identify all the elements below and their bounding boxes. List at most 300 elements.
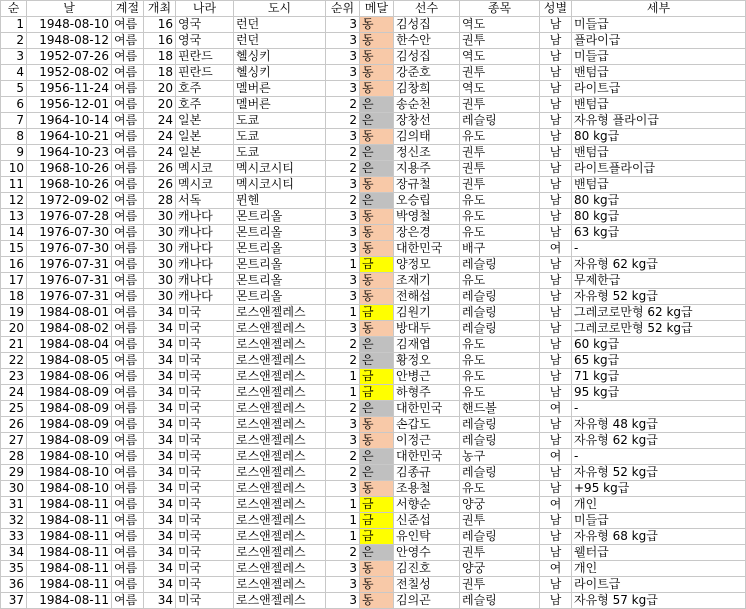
cell-index[interactable]: 34: [1, 545, 27, 561]
cell-city[interactable]: 로스앤젤레스: [234, 465, 326, 481]
col-header-country[interactable]: 나라: [176, 1, 234, 17]
cell-sport[interactable]: 유도: [460, 225, 540, 241]
cell-rank[interactable]: 2: [326, 113, 360, 129]
cell-sport[interactable]: 핸드볼: [460, 401, 540, 417]
cell-gender[interactable]: 여: [540, 561, 572, 577]
cell-date[interactable]: 1972-09-02: [27, 193, 112, 209]
cell-edition[interactable]: 34: [144, 513, 176, 529]
cell-athlete[interactable]: 김원기: [394, 305, 460, 321]
cell-athlete[interactable]: 대한민국: [394, 401, 460, 417]
cell-medal[interactable]: 동: [360, 49, 394, 65]
cell-season[interactable]: 여름: [112, 241, 144, 257]
cell-date[interactable]: 1984-08-06: [27, 369, 112, 385]
cell-rank[interactable]: 3: [326, 33, 360, 49]
cell-country[interactable]: 호주: [176, 97, 234, 113]
cell-country[interactable]: 일본: [176, 129, 234, 145]
cell-city[interactable]: 로스앤젤레스: [234, 433, 326, 449]
cell-country[interactable]: 미국: [176, 593, 234, 609]
cell-index[interactable]: 33: [1, 529, 27, 545]
cell-athlete[interactable]: 방대두: [394, 321, 460, 337]
cell-season[interactable]: 여름: [112, 465, 144, 481]
cell-index[interactable]: 16: [1, 257, 27, 273]
cell-rank[interactable]: 3: [326, 561, 360, 577]
cell-athlete[interactable]: 안영수: [394, 545, 460, 561]
cell-date[interactable]: 1956-11-24: [27, 81, 112, 97]
cell-country[interactable]: 미국: [176, 385, 234, 401]
cell-date[interactable]: 1964-10-21: [27, 129, 112, 145]
cell-detail[interactable]: 그레코로만형 52 kg급: [572, 321, 746, 337]
cell-season[interactable]: 여름: [112, 225, 144, 241]
cell-athlete[interactable]: 강준호: [394, 65, 460, 81]
cell-index[interactable]: 22: [1, 353, 27, 369]
cell-country[interactable]: 미국: [176, 401, 234, 417]
cell-edition[interactable]: 16: [144, 17, 176, 33]
cell-country[interactable]: 영국: [176, 33, 234, 49]
cell-athlete[interactable]: 김종규: [394, 465, 460, 481]
cell-edition[interactable]: 34: [144, 529, 176, 545]
cell-gender[interactable]: 남: [540, 273, 572, 289]
cell-detail[interactable]: 자유형 48 kg급: [572, 417, 746, 433]
cell-date[interactable]: 1984-08-09: [27, 433, 112, 449]
cell-rank[interactable]: 1: [326, 497, 360, 513]
cell-country[interactable]: 캐나다: [176, 209, 234, 225]
cell-gender[interactable]: 남: [540, 225, 572, 241]
cell-edition[interactable]: 34: [144, 337, 176, 353]
cell-gender[interactable]: 남: [540, 417, 572, 433]
cell-medal[interactable]: 동: [360, 33, 394, 49]
cell-city[interactable]: 멕시코시티: [234, 161, 326, 177]
cell-index[interactable]: 31: [1, 497, 27, 513]
cell-athlete[interactable]: 손갑도: [394, 417, 460, 433]
cell-country[interactable]: 미국: [176, 465, 234, 481]
cell-edition[interactable]: 34: [144, 401, 176, 417]
cell-gender[interactable]: 남: [540, 49, 572, 65]
cell-detail[interactable]: 무제한급: [572, 273, 746, 289]
cell-season[interactable]: 여름: [112, 209, 144, 225]
cell-athlete[interactable]: 김성집: [394, 49, 460, 65]
cell-detail[interactable]: 71 kg급: [572, 369, 746, 385]
cell-date[interactable]: 1976-07-31: [27, 257, 112, 273]
cell-index[interactable]: 4: [1, 65, 27, 81]
cell-detail[interactable]: 자유형 62 kg급: [572, 257, 746, 273]
cell-season[interactable]: 여름: [112, 305, 144, 321]
cell-medal[interactable]: 금: [360, 385, 394, 401]
col-header-detail[interactable]: 세부: [572, 1, 746, 17]
cell-medal[interactable]: 금: [360, 529, 394, 545]
cell-season[interactable]: 여름: [112, 17, 144, 33]
cell-rank[interactable]: 1: [326, 529, 360, 545]
cell-season[interactable]: 여름: [112, 513, 144, 529]
cell-date[interactable]: 1984-08-09: [27, 417, 112, 433]
cell-date[interactable]: 1984-08-10: [27, 481, 112, 497]
cell-detail[interactable]: +95 kg급: [572, 481, 746, 497]
cell-rank[interactable]: 2: [326, 145, 360, 161]
cell-medal[interactable]: 은: [360, 193, 394, 209]
cell-gender[interactable]: 남: [540, 513, 572, 529]
cell-season[interactable]: 여름: [112, 65, 144, 81]
cell-sport[interactable]: 역도: [460, 49, 540, 65]
cell-city[interactable]: 몬트리올: [234, 257, 326, 273]
cell-country[interactable]: 캐나다: [176, 289, 234, 305]
cell-sport[interactable]: 역도: [460, 81, 540, 97]
cell-country[interactable]: 캐나다: [176, 257, 234, 273]
cell-date[interactable]: 1984-08-11: [27, 513, 112, 529]
cell-city[interactable]: 로스앤젤레스: [234, 401, 326, 417]
cell-medal[interactable]: 은: [360, 545, 394, 561]
cell-gender[interactable]: 남: [540, 321, 572, 337]
cell-sport[interactable]: 유도: [460, 385, 540, 401]
cell-rank[interactable]: 1: [326, 513, 360, 529]
cell-detail[interactable]: -: [572, 401, 746, 417]
cell-athlete[interactable]: 조재기: [394, 273, 460, 289]
cell-index[interactable]: 5: [1, 81, 27, 97]
cell-detail[interactable]: 개인: [572, 561, 746, 577]
cell-sport[interactable]: 레슬링: [460, 593, 540, 609]
cell-date[interactable]: 1984-08-05: [27, 353, 112, 369]
cell-country[interactable]: 미국: [176, 497, 234, 513]
cell-medal[interactable]: 금: [360, 369, 394, 385]
cell-date[interactable]: 1968-10-26: [27, 161, 112, 177]
cell-date[interactable]: 1984-08-04: [27, 337, 112, 353]
cell-date[interactable]: 1984-08-11: [27, 497, 112, 513]
cell-edition[interactable]: 18: [144, 65, 176, 81]
cell-medal[interactable]: 동: [360, 273, 394, 289]
cell-season[interactable]: 여름: [112, 449, 144, 465]
cell-athlete[interactable]: 정신조: [394, 145, 460, 161]
cell-season[interactable]: 여름: [112, 81, 144, 97]
cell-city[interactable]: 도쿄: [234, 129, 326, 145]
cell-sport[interactable]: 권투: [460, 33, 540, 49]
cell-detail[interactable]: 그레코로만형 62 kg급: [572, 305, 746, 321]
cell-edition[interactable]: 34: [144, 481, 176, 497]
cell-country[interactable]: 핀란드: [176, 65, 234, 81]
cell-index[interactable]: 1: [1, 17, 27, 33]
cell-gender[interactable]: 남: [540, 193, 572, 209]
cell-country[interactable]: 미국: [176, 337, 234, 353]
cell-country[interactable]: 미국: [176, 321, 234, 337]
cell-detail[interactable]: 웰터급: [572, 545, 746, 561]
cell-sport[interactable]: 레슬링: [460, 113, 540, 129]
cell-city[interactable]: 멕시코시티: [234, 177, 326, 193]
cell-index[interactable]: 11: [1, 177, 27, 193]
cell-gender[interactable]: 여: [540, 241, 572, 257]
cell-sport[interactable]: 유도: [460, 481, 540, 497]
cell-medal[interactable]: 동: [360, 81, 394, 97]
cell-country[interactable]: 미국: [176, 513, 234, 529]
cell-city[interactable]: 로스앤젤레스: [234, 593, 326, 609]
cell-index[interactable]: 24: [1, 385, 27, 401]
cell-index[interactable]: 6: [1, 97, 27, 113]
cell-rank[interactable]: 2: [326, 161, 360, 177]
cell-country[interactable]: 미국: [176, 433, 234, 449]
cell-city[interactable]: 로스앤젤레스: [234, 529, 326, 545]
cell-gender[interactable]: 남: [540, 145, 572, 161]
cell-athlete[interactable]: 조용철: [394, 481, 460, 497]
cell-medal[interactable]: 동: [360, 561, 394, 577]
cell-edition[interactable]: 16: [144, 33, 176, 49]
cell-city[interactable]: 로스앤젤레스: [234, 577, 326, 593]
cell-gender[interactable]: 남: [540, 81, 572, 97]
cell-season[interactable]: 여름: [112, 161, 144, 177]
cell-rank[interactable]: 3: [326, 417, 360, 433]
cell-gender[interactable]: 여: [540, 449, 572, 465]
cell-athlete[interactable]: 신준섭: [394, 513, 460, 529]
cell-season[interactable]: 여름: [112, 401, 144, 417]
cell-detail[interactable]: 밴텀급: [572, 97, 746, 113]
cell-country[interactable]: 미국: [176, 481, 234, 497]
cell-medal[interactable]: 동: [360, 577, 394, 593]
cell-gender[interactable]: 남: [540, 369, 572, 385]
cell-athlete[interactable]: 장창선: [394, 113, 460, 129]
cell-edition[interactable]: 30: [144, 241, 176, 257]
cell-detail[interactable]: 라이트플라이급: [572, 161, 746, 177]
cell-index[interactable]: 2: [1, 33, 27, 49]
cell-edition[interactable]: 26: [144, 177, 176, 193]
cell-city[interactable]: 뮌헨: [234, 193, 326, 209]
cell-index[interactable]: 25: [1, 401, 27, 417]
cell-gender[interactable]: 남: [540, 593, 572, 609]
cell-index[interactable]: 30: [1, 481, 27, 497]
cell-sport[interactable]: 배구: [460, 241, 540, 257]
cell-season[interactable]: 여름: [112, 353, 144, 369]
cell-sport[interactable]: 유도: [460, 193, 540, 209]
cell-index[interactable]: 36: [1, 577, 27, 593]
cell-country[interactable]: 멕시코: [176, 177, 234, 193]
cell-sport[interactable]: 양궁: [460, 561, 540, 577]
cell-index[interactable]: 3: [1, 49, 27, 65]
cell-city[interactable]: 런던: [234, 33, 326, 49]
cell-gender[interactable]: 남: [540, 129, 572, 145]
cell-sport[interactable]: 레슬링: [460, 529, 540, 545]
cell-index[interactable]: 12: [1, 193, 27, 209]
cell-athlete[interactable]: 안병근: [394, 369, 460, 385]
cell-gender[interactable]: 남: [540, 481, 572, 497]
cell-city[interactable]: 몬트리올: [234, 225, 326, 241]
cell-edition[interactable]: 30: [144, 289, 176, 305]
cell-detail[interactable]: 95 kg급: [572, 385, 746, 401]
cell-sport[interactable]: 레슬링: [460, 257, 540, 273]
cell-country[interactable]: 캐나다: [176, 241, 234, 257]
col-header-edition[interactable]: 개최: [144, 1, 176, 17]
cell-city[interactable]: 로스앤젤레스: [234, 321, 326, 337]
cell-index[interactable]: 20: [1, 321, 27, 337]
cell-edition[interactable]: 34: [144, 433, 176, 449]
cell-date[interactable]: 1964-10-23: [27, 145, 112, 161]
cell-index[interactable]: 37: [1, 593, 27, 609]
cell-country[interactable]: 미국: [176, 545, 234, 561]
cell-detail[interactable]: 자유형 플라이급: [572, 113, 746, 129]
cell-medal[interactable]: 은: [360, 161, 394, 177]
cell-medal[interactable]: 은: [360, 401, 394, 417]
cell-edition[interactable]: 34: [144, 465, 176, 481]
cell-gender[interactable]: 남: [540, 209, 572, 225]
cell-date[interactable]: 1984-08-11: [27, 545, 112, 561]
cell-country[interactable]: 캐나다: [176, 273, 234, 289]
cell-country[interactable]: 멕시코: [176, 161, 234, 177]
cell-sport[interactable]: 유도: [460, 273, 540, 289]
cell-city[interactable]: 로스앤젤레스: [234, 305, 326, 321]
cell-date[interactable]: 1984-08-02: [27, 321, 112, 337]
cell-season[interactable]: 여름: [112, 369, 144, 385]
cell-detail[interactable]: 자유형 57 kg급: [572, 593, 746, 609]
cell-sport[interactable]: 레슬링: [460, 433, 540, 449]
cell-detail[interactable]: 63 kg급: [572, 225, 746, 241]
cell-country[interactable]: 미국: [176, 561, 234, 577]
cell-country[interactable]: 일본: [176, 145, 234, 161]
cell-season[interactable]: 여름: [112, 49, 144, 65]
cell-city[interactable]: 도쿄: [234, 145, 326, 161]
cell-rank[interactable]: 2: [326, 465, 360, 481]
cell-date[interactable]: 1964-10-14: [27, 113, 112, 129]
cell-gender[interactable]: 남: [540, 529, 572, 545]
cell-sport[interactable]: 권투: [460, 97, 540, 113]
cell-athlete[interactable]: 장규철: [394, 177, 460, 193]
cell-city[interactable]: 헬싱키: [234, 65, 326, 81]
cell-athlete[interactable]: 송순천: [394, 97, 460, 113]
cell-season[interactable]: 여름: [112, 337, 144, 353]
cell-sport[interactable]: 양궁: [460, 497, 540, 513]
cell-edition[interactable]: 34: [144, 305, 176, 321]
cell-season[interactable]: 여름: [112, 529, 144, 545]
cell-sport[interactable]: 유도: [460, 337, 540, 353]
cell-detail[interactable]: 80 kg급: [572, 209, 746, 225]
cell-index[interactable]: 17: [1, 273, 27, 289]
cell-edition[interactable]: 28: [144, 193, 176, 209]
cell-rank[interactable]: 3: [326, 129, 360, 145]
cell-country[interactable]: 미국: [176, 577, 234, 593]
cell-edition[interactable]: 20: [144, 97, 176, 113]
cell-gender[interactable]: 남: [540, 161, 572, 177]
cell-athlete[interactable]: 하형주: [394, 385, 460, 401]
cell-athlete[interactable]: 지용주: [394, 161, 460, 177]
cell-detail[interactable]: -: [572, 449, 746, 465]
cell-medal[interactable]: 은: [360, 113, 394, 129]
cell-rank[interactable]: 3: [326, 241, 360, 257]
cell-date[interactable]: 1976-07-31: [27, 273, 112, 289]
cell-detail[interactable]: 밴텀급: [572, 65, 746, 81]
cell-season[interactable]: 여름: [112, 97, 144, 113]
cell-sport[interactable]: 레슬링: [460, 465, 540, 481]
cell-medal[interactable]: 동: [360, 321, 394, 337]
cell-season[interactable]: 여름: [112, 257, 144, 273]
cell-athlete[interactable]: 오승립: [394, 193, 460, 209]
cell-gender[interactable]: 남: [540, 545, 572, 561]
cell-season[interactable]: 여름: [112, 433, 144, 449]
cell-rank[interactable]: 3: [326, 289, 360, 305]
cell-season[interactable]: 여름: [112, 497, 144, 513]
cell-rank[interactable]: 1: [326, 257, 360, 273]
cell-detail[interactable]: 60 kg급: [572, 337, 746, 353]
cell-sport[interactable]: 역도: [460, 17, 540, 33]
cell-country[interactable]: 핀란드: [176, 49, 234, 65]
cell-gender[interactable]: 남: [540, 305, 572, 321]
cell-detail[interactable]: 밴텀급: [572, 177, 746, 193]
cell-gender[interactable]: 남: [540, 289, 572, 305]
col-header-medal[interactable]: 메달: [360, 1, 394, 17]
cell-athlete[interactable]: 한수안: [394, 33, 460, 49]
cell-city[interactable]: 로스앤젤레스: [234, 417, 326, 433]
cell-edition[interactable]: 34: [144, 449, 176, 465]
cell-season[interactable]: 여름: [112, 113, 144, 129]
cell-city[interactable]: 로스앤젤레스: [234, 449, 326, 465]
cell-edition[interactable]: 34: [144, 497, 176, 513]
cell-medal[interactable]: 동: [360, 417, 394, 433]
cell-medal[interactable]: 금: [360, 257, 394, 273]
cell-sport[interactable]: 권투: [460, 545, 540, 561]
cell-sport[interactable]: 레슬링: [460, 321, 540, 337]
cell-season[interactable]: 여름: [112, 417, 144, 433]
cell-sport[interactable]: 유도: [460, 369, 540, 385]
cell-city[interactable]: 로스앤젤레스: [234, 545, 326, 561]
cell-gender[interactable]: 남: [540, 577, 572, 593]
cell-gender[interactable]: 남: [540, 17, 572, 33]
cell-athlete[interactable]: 장은경: [394, 225, 460, 241]
cell-date[interactable]: 1984-08-01: [27, 305, 112, 321]
cell-medal[interactable]: 동: [360, 209, 394, 225]
cell-medal[interactable]: 은: [360, 97, 394, 113]
cell-athlete[interactable]: 양정모: [394, 257, 460, 273]
cell-city[interactable]: 로스앤젤레스: [234, 513, 326, 529]
cell-country[interactable]: 호주: [176, 81, 234, 97]
cell-date[interactable]: 1984-08-11: [27, 561, 112, 577]
cell-season[interactable]: 여름: [112, 545, 144, 561]
cell-index[interactable]: 19: [1, 305, 27, 321]
cell-edition[interactable]: 18: [144, 49, 176, 65]
col-header-date[interactable]: 날: [27, 1, 112, 17]
cell-date[interactable]: 1984-08-10: [27, 449, 112, 465]
cell-detail[interactable]: 라이트급: [572, 81, 746, 97]
cell-city[interactable]: 로스앤젤레스: [234, 561, 326, 577]
cell-gender[interactable]: 남: [540, 385, 572, 401]
cell-medal[interactable]: 은: [360, 465, 394, 481]
cell-city[interactable]: 런던: [234, 17, 326, 33]
cell-index[interactable]: 10: [1, 161, 27, 177]
cell-sport[interactable]: 권투: [460, 513, 540, 529]
cell-index[interactable]: 23: [1, 369, 27, 385]
cell-sport[interactable]: 레슬링: [460, 289, 540, 305]
cell-gender[interactable]: 남: [540, 353, 572, 369]
cell-sport[interactable]: 유도: [460, 129, 540, 145]
cell-season[interactable]: 여름: [112, 561, 144, 577]
cell-rank[interactable]: 2: [326, 193, 360, 209]
cell-rank[interactable]: 3: [326, 177, 360, 193]
cell-edition[interactable]: 26: [144, 161, 176, 177]
cell-season[interactable]: 여름: [112, 577, 144, 593]
cell-city[interactable]: 도쿄: [234, 113, 326, 129]
cell-detail[interactable]: 개인: [572, 497, 746, 513]
cell-index[interactable]: 32: [1, 513, 27, 529]
cell-country[interactable]: 미국: [176, 417, 234, 433]
cell-index[interactable]: 26: [1, 417, 27, 433]
cell-medal[interactable]: 동: [360, 433, 394, 449]
cell-edition[interactable]: 24: [144, 113, 176, 129]
cell-edition[interactable]: 34: [144, 577, 176, 593]
cell-city[interactable]: 헬싱키: [234, 49, 326, 65]
col-header-city[interactable]: 도시: [234, 1, 326, 17]
cell-city[interactable]: 로스앤젤레스: [234, 369, 326, 385]
cell-sport[interactable]: 권투: [460, 145, 540, 161]
cell-rank[interactable]: 3: [326, 49, 360, 65]
cell-index[interactable]: 15: [1, 241, 27, 257]
cell-rank[interactable]: 3: [326, 273, 360, 289]
cell-medal[interactable]: 은: [360, 145, 394, 161]
cell-country[interactable]: 일본: [176, 113, 234, 129]
cell-rank[interactable]: 3: [326, 225, 360, 241]
cell-index[interactable]: 28: [1, 449, 27, 465]
cell-season[interactable]: 여름: [112, 273, 144, 289]
cell-rank[interactable]: 3: [326, 433, 360, 449]
cell-gender[interactable]: 남: [540, 337, 572, 353]
